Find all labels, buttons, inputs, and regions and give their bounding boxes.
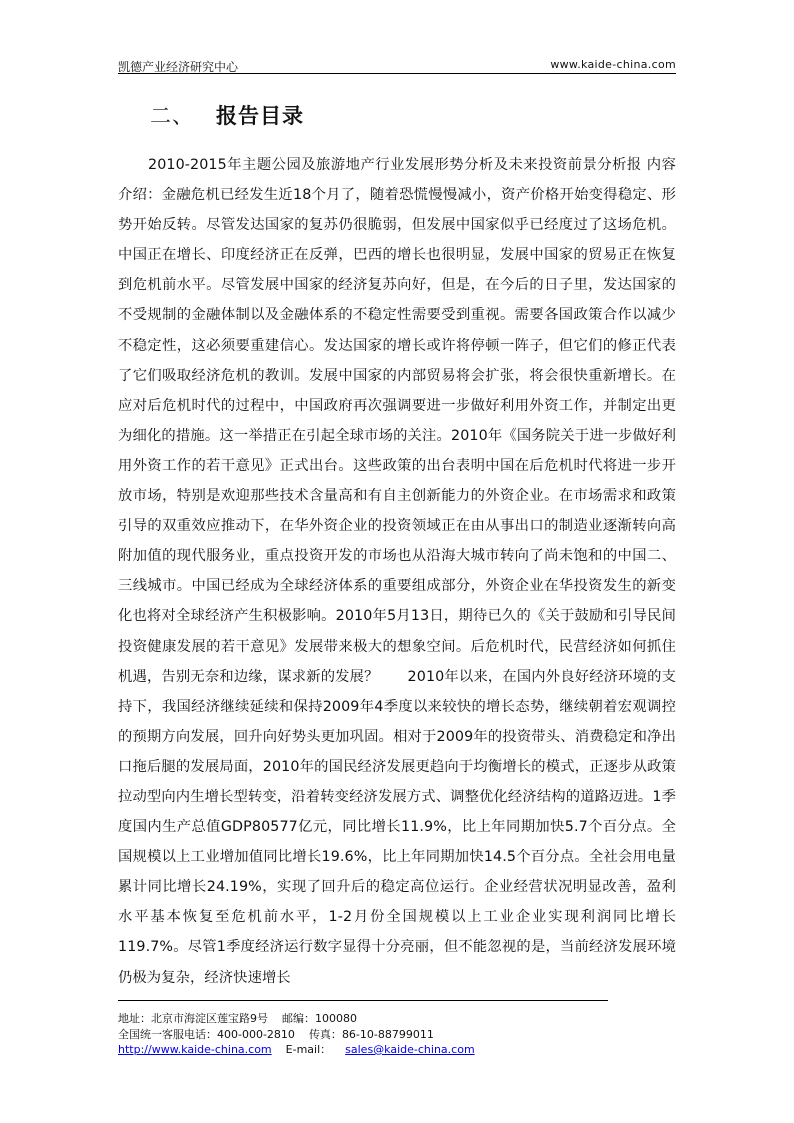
email-label: E-mail： — [285, 1043, 332, 1056]
footer-divider — [118, 1000, 608, 1001]
email-link[interactable]: sales@kaide-china.com — [345, 1043, 475, 1056]
fax-value: 86-10-88799011 — [341, 1027, 434, 1041]
page-footer — [118, 1011, 475, 1058]
header-website[interactable]: www.kaide-china.com — [550, 58, 676, 71]
postcode-value: 100080 — [315, 1012, 357, 1025]
header-org-name: 凯德产业经济研究中心 — [118, 60, 239, 74]
body-paragraph: 2010-2015年主题公园及旅游地产行业发展形势分析及未来投资前景分析报 内容介绍：金融危机已经发生近18个月了，随着恐慌慢慢减小，资产价格开始变得稳定、形势开始反转。尽管发达国家的复苏仍很脆弱，但发展中国家似乎已经度过了这场危机。中国正在增长、印度经济正在反弹，巴西的增长也很明显，发展中国家的贸易正在恢复到危机前水平。尽管发展中国家的经济复苏向好，但是，在今后的日子里，发达国家的不受规制的金融体制以及金融体系的不稳定性需要受到重视。需要各国政策合作以减少不稳定性，这必须要重建信心。发达国家的增长或许将停顿一阵子，但它们的修正代表了它们吸取经济危机的教训。发展中国家的内部贸易将会扩张，将会很快重新增长。在应对后危机时代的过程中，中国政府再次强调要进一步做好利用外资工作，并制定出更为细化的措施。这一举措正在引起全球市场的关注。2010年《国务院关于进一步做好利用外资工作的若干意见》正式出台。这些政策的出台表明中国在后危机时代将进一步开放市场，特别是欢迎那些技术含量高和有自主创新能力的外资企业。在市场需求和政策引导的双重效应推动下，在华外资企业的投资领域正在由从事出口的制造业逐渐转向高附加值的现代服务业，重点投资开发的市场也从沿海大城市转向了尚未饱和的中国二、三线城市。中国已经成为全球经济体系的重要组成部分，外资企业在华投资发生的新变化也将对全球经济产生积极影响。2010年5月13日，期待已久的《关于鼓励和引导民间投资健康发展的若干意见》发展带来极大的想象空间。后危机时代，民营经济如何抓住机遇，告别无奈和边缘，谋求新的发展？ 2010年以来，在国内外良好经济环境的支持下，我国经济继续延续和保持2009年4季度以来较快的增长态势，继续朝着宏观调控的预期方向发展，回升向好势头更加巩固。相对于2009年的投资带头、消费稳定和净出口拖后腿的发展局面，2010年的国民经济发展更趋向于均衡增长的模式，正逐步从政策拉动型向内生增长型转变，沿着转变经济发展方式、调整优化经济结构的道路迈进。1季度国内生产总值GDP80577亿元，同比增长11.9%，比上年同期加快5.7个百分点。全国规模以上工业增加值同比增长19.6%，比上年同期加快14.5个百分点。全社会用电量累计同比增长24.19%，实现了回升后的稳定高位运行。企业经营状况明显改善，盈利水平基本恢复至危机前水平，1-2月份全国规模以上工业企业实现利润同比增长119.7%。尽管1季度经济运行数字显得十分亮丽，但不能忽视的是，当前经济发展环境仍极为复杂，经济快速增长 — [118, 157, 676, 986]
section-number: 二、 — [150, 104, 194, 128]
address-label: 地址： — [118, 1012, 151, 1025]
fax-label: 传真： — [308, 1027, 342, 1041]
postcode-label: 邮编： — [282, 1012, 315, 1025]
section-title: 报告目录 — [216, 104, 304, 128]
page-header — [118, 56, 676, 74]
report-body — [118, 150, 676, 993]
header-divider — [118, 73, 676, 74]
phone-value: 400-000-2810 — [217, 1027, 295, 1041]
section-heading — [150, 100, 304, 130]
footer-contact-row — [118, 1027, 475, 1043]
address-value: 北京市海淀区莲宝路9号 — [151, 1012, 268, 1025]
footer-address-row — [118, 1011, 475, 1027]
website-link[interactable]: http://www.kaide-china.com — [118, 1043, 272, 1056]
footer-web-row — [118, 1042, 475, 1058]
phone-label: 全国统一客服电话： — [118, 1027, 217, 1041]
